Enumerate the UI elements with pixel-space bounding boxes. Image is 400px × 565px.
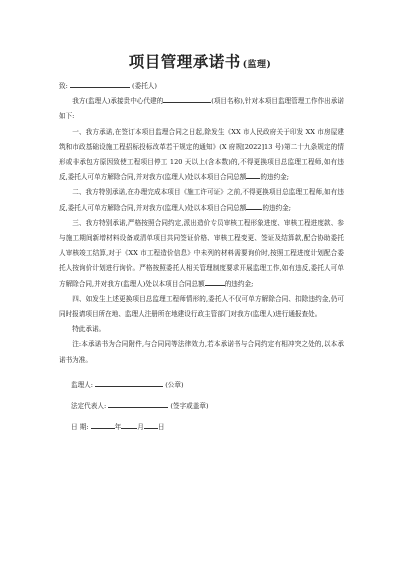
date-row [71, 417, 344, 438]
supervisor-blank[interactable] [95, 379, 163, 387]
clause-1-end: 的违约金; [260, 173, 289, 182]
clause-3-end: 的违约金; [224, 279, 254, 288]
legal-rep-row [71, 396, 344, 417]
legal-rep-blank[interactable] [108, 400, 168, 408]
signature-block [59, 375, 344, 438]
title-subtitle: (监理) [242, 60, 272, 70]
supervisor-row [71, 375, 344, 396]
clause-1-text: 一、我方承诺,在签订本项目监理合同之日起,除发生《XX 市人民政府关于印发 XX 市房屋建筑和市政基础设施工程招标投标改革若干规定的通知》(X 府规[2022]13 号)第二十九条规定的情形或非承包方原因致使工程项目停工 120 天以上(含本数)的,不得更换项目总监理工程师,如有违反,委托人可单方解除合同,并对我方(监理人)处以本项目合同总额 [59, 127, 344, 182]
clause-2 [59, 185, 344, 215]
day-blank[interactable] [144, 421, 158, 429]
intro-paragraph [59, 94, 344, 124]
day-label: 日 [157, 422, 165, 431]
year-label: 年 [114, 422, 122, 431]
addressee-blank[interactable] [70, 80, 130, 88]
spacer [59, 368, 344, 375]
addressee-line [59, 79, 344, 94]
clause-3 [59, 216, 344, 292]
clause-4: 四、如发生上述更换项目总监理工程师情形的,委托人不仅可单方解除合同、扣除违约金,仍可同时报请项目所在地、监理人注册所在地建设行政主管部门对我方(监理人)进行通报查处。 [59, 294, 344, 319]
clause-2-penalty-blank[interactable] [246, 202, 262, 210]
legal-rep-label: 法定代表人: [71, 401, 107, 410]
year-blank[interactable] [91, 421, 115, 429]
addressee-prefix: 致: [59, 82, 68, 90]
clause-2-text: 二、我方特别承诺,在办理完成本项目《施工许可证》之前,不得更换项目总监理工程师,如有违反,委托人可单方解除合同,并对我方(监理人)处以本项目合同总额 [59, 188, 344, 212]
month-blank[interactable] [121, 421, 137, 429]
addressee-suffix: (委托人) [132, 82, 157, 90]
clause-3-penalty-blank[interactable] [205, 278, 225, 286]
date-label: 日 期: [71, 422, 89, 431]
title-text: 项目管理承诺书 [128, 52, 241, 71]
note-paragraph: 注:本承诺书为合同附件,与合同同等法律效力,若本承诺书与合同约定有相冲突之处的,以本承诺书为准。 [59, 340, 344, 364]
document-body [59, 79, 344, 438]
closing-statement: 特此承诺。 [72, 325, 106, 334]
legal-rep-note: (签字或盖章) [170, 401, 209, 410]
clause-1-penalty-blank[interactable] [246, 171, 260, 179]
supervisor-note: (公章) [165, 380, 184, 389]
intro-text-b: (项目名称),针对本项目监理管理工作作出承诺如下: [59, 97, 344, 121]
clause-2-end: 的违约金; [262, 203, 291, 212]
clause-1 [59, 125, 344, 186]
supervisor-label: 监理人: [71, 380, 94, 389]
intro-text-a: 我方(监理人)承接贵中心代建的 [72, 97, 164, 106]
clause-3-text: 三、我方特别承诺,严格按照合同约定,派出造价专员审核工程形象进度、审核工程进度款、参与施工期间新增材料设备或清单项目共同签证价格、审核工程变更、签证及结算款,配合协助委托人审核竣工结算,对于《XX 市工程造价信息》中未列的材料需要询价时,按照工程进度计划配合委托人按询价计划进行询价。严格按照委托人相关管理制度要求开展监理工作,如有违反,委托人可单方解除合同,并对我方(监理人)处以本项目合同总额 [59, 218, 344, 288]
document-title [0, 50, 400, 72]
project-name-blank[interactable] [163, 95, 211, 103]
month-label: 月 [137, 422, 144, 431]
